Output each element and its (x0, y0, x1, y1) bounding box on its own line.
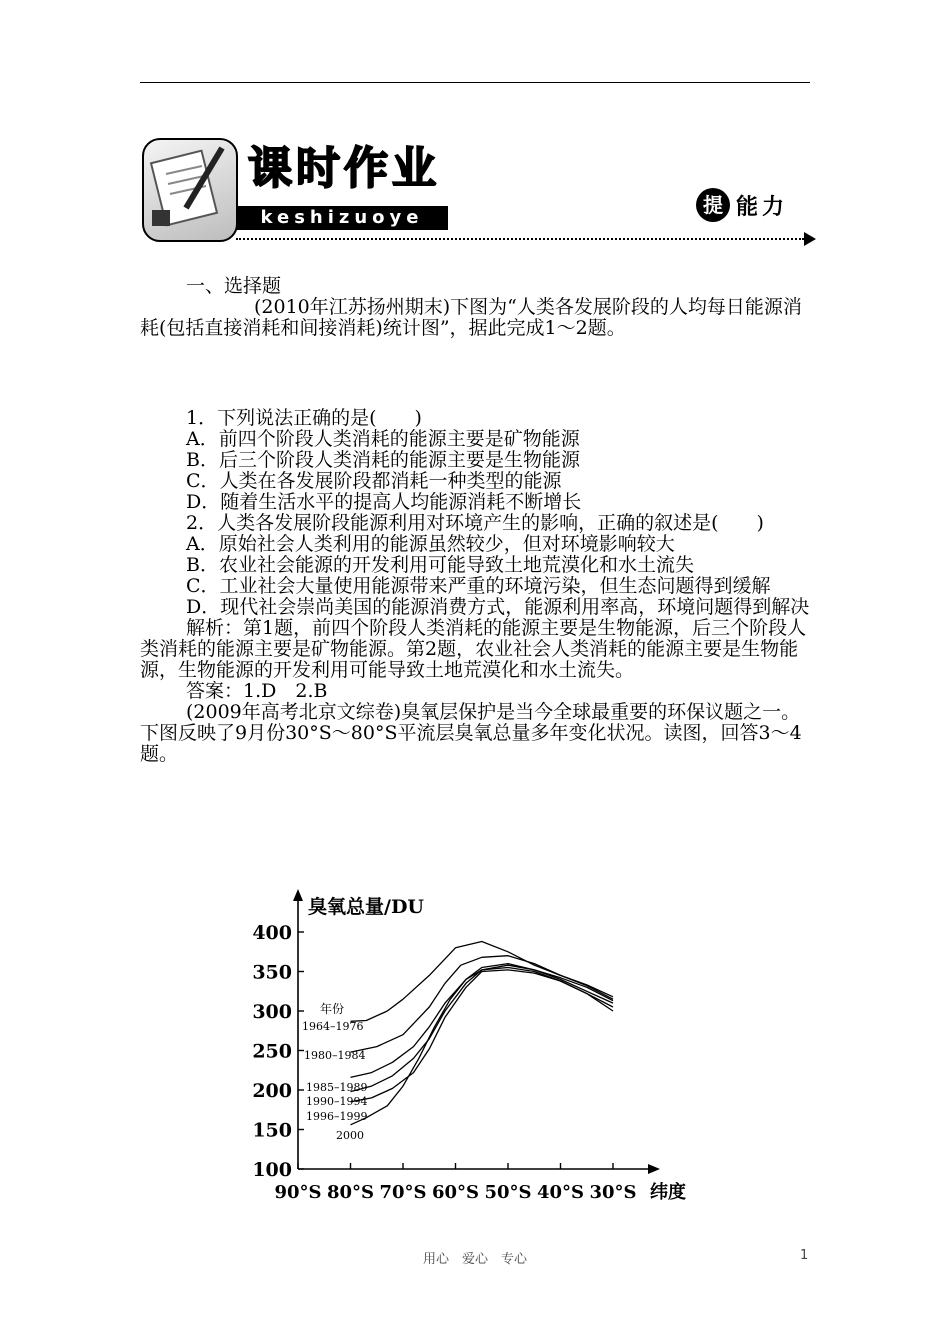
series-label: 1980–1984 (304, 1049, 366, 1062)
badge-text: 能力 (736, 195, 789, 220)
y-tick-label: 200 (252, 1080, 292, 1102)
banner-dotted-line (236, 238, 804, 240)
page-number: 1 (800, 1248, 809, 1263)
ozone-chart (250, 885, 700, 1210)
series-line (351, 965, 614, 1091)
section-text-2 (140, 408, 812, 765)
series-line (351, 970, 614, 1102)
arrow-right-icon (804, 232, 816, 246)
x-tick-label: 30°S (589, 1182, 637, 1203)
series-line (351, 942, 614, 1022)
banner-title: 课时作业 (248, 143, 440, 194)
x-axis-label: 纬度 (650, 1182, 686, 1203)
y-tick-label: 300 (252, 1001, 292, 1023)
question-2-stem: 2．人类各发展阶段能源利用对环境产生的影响，正确的叙述是( ) (186, 512, 764, 534)
question-2-option: A．原始社会人类利用的能源虽然较少，但对环境影响较大 (186, 533, 675, 555)
section-banner (140, 138, 830, 248)
banner-pinyin: keshizuoye (236, 206, 448, 230)
x-tick-label: 60°S (431, 1182, 480, 1203)
question-2-option: B．农业社会能源的开发利用可能导致土地荒漠化和水土流失 (186, 554, 694, 576)
y-tick-label: 100 (252, 1159, 292, 1181)
x-tick-label: 70°S (379, 1182, 427, 1203)
question-2-option: C．工业社会大量使用能源带来严重的环境污染，但生态问题得到缓解 (186, 575, 771, 597)
question-1-option: B．后三个阶段人类消耗的能源主要是生物能源 (186, 449, 580, 471)
series-label: 2000 (336, 1129, 364, 1142)
question-1-option: D．随着生活水平的提高人均能源消耗不断增长 (186, 491, 582, 513)
y-tick-label: 350 (252, 961, 292, 984)
series-label: 1996–1999 (306, 1110, 368, 1123)
x-tick-label: 50°S (484, 1182, 532, 1203)
intro-paragraph-2: (2009年高考北京文综卷)臭氧层保护是当今全球最重要的环保议题之一。下图反映了9月份30°S～80°S平流层臭氧总量多年变化状况。读图，回答3～4题。 (140, 701, 802, 765)
badge-circle: 提 (696, 188, 730, 222)
footer-motto: 用心 爱心 专心 (422, 1252, 527, 1267)
legend-title: 年份 (320, 1002, 345, 1016)
header-rule (140, 82, 810, 83)
notebook-pen-icon (142, 138, 238, 242)
section-heading: 一、选择题 (186, 275, 282, 297)
y-axis-arrow (293, 889, 303, 901)
answer-line: 答案：1.D 2.B (186, 680, 328, 702)
y-axis-label: 臭氧总量/DU (308, 896, 424, 918)
question-1-option: C．人类在各发展阶段都消耗一种类型的能源 (186, 470, 562, 492)
question-2-option: D．现代社会崇尚美国的能源消费方式，能源利用率高，环境问题得到解决 (186, 596, 810, 618)
intro-paragraph-1: (2010年江苏扬州期末)下图为“人类各发展阶段的人均每日能源消耗(包括直接消耗和间接消耗)统计图”，据此完成1～2题。 (140, 296, 802, 339)
x-tick-label: 90°S (274, 1182, 322, 1203)
analysis-paragraph: 解析：第1题，前四个阶段人类消耗的能源主要是生物能源，后三个阶段人类消耗的能源主要是矿物能源。第2题，农业社会人类消耗的能源主要是生物能源，生物能源的开发利用可能导致土地荒漠化和水土流失。 (140, 617, 807, 681)
x-axis-arrow (648, 1164, 660, 1174)
x-tick-label: 80°S (326, 1182, 375, 1203)
series-label: 1964–1976 (302, 1020, 364, 1033)
section-text-1 (140, 276, 812, 339)
x-tick-label: 40°S (536, 1182, 585, 1203)
y-tick-label: 150 (252, 1119, 292, 1142)
y-tick-label: 250 (252, 1040, 292, 1063)
question-1-stem: 1．下列说法正确的是( ) (186, 407, 422, 429)
series-label: 1990–1994 (306, 1095, 368, 1108)
series-line (351, 968, 614, 1125)
y-tick-label: 400 (252, 922, 292, 944)
series-label: 1985–1989 (306, 1081, 368, 1094)
question-1-option: A．前四个阶段人类消耗的能源主要是矿物能源 (186, 428, 580, 450)
